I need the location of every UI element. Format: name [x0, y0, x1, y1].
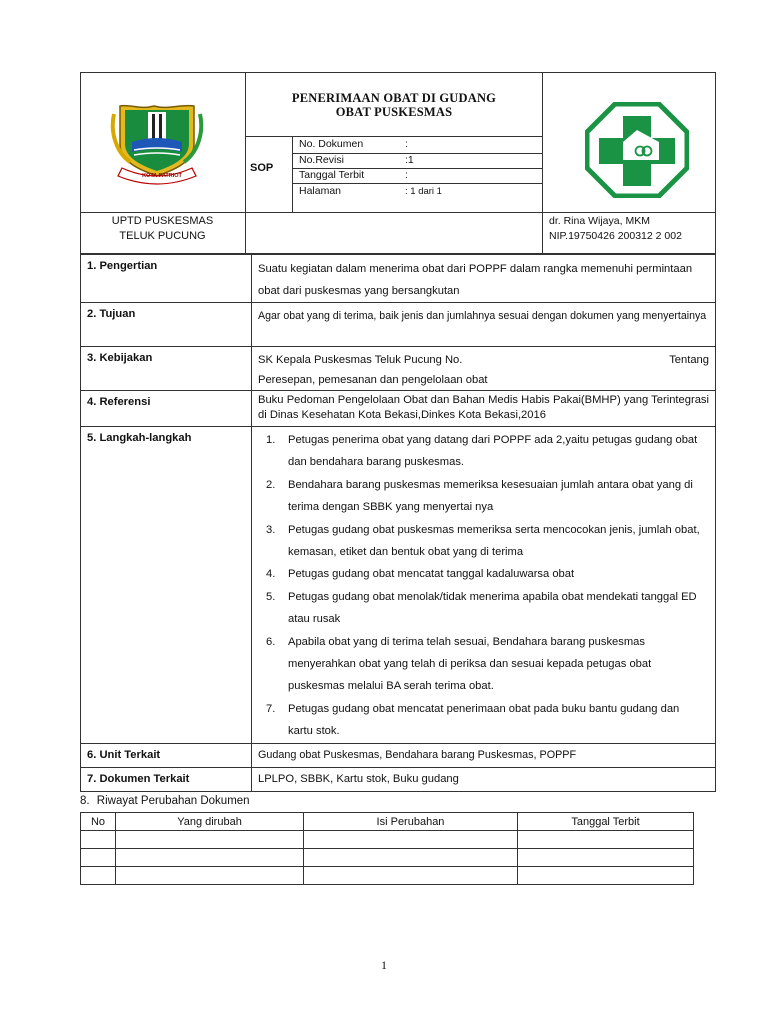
history-col-no: No	[81, 813, 116, 831]
history-title	[80, 795, 250, 807]
signer-name: dr. Rina Wijaya, MKM	[549, 215, 650, 227]
label-pengertian: 1. Pengertian	[81, 255, 252, 303]
signer-block	[549, 214, 682, 244]
sop-content-table	[80, 254, 716, 792]
step-item: 2. Bendahara barang puskesmas memeriksa kesesuaian jumlah antara obat yang di terima dengan SBBK yang menyertai nya	[266, 478, 693, 514]
step-item: 1. Petugas penerima obat yang datang dari POPPF ada 2,yaitu petugas gudang obat dan bendahara barang puskesmas.	[266, 434, 698, 469]
page-number: 1	[381, 958, 387, 972]
row-unit-terkait	[81, 743, 716, 767]
steps-list	[258, 429, 709, 743]
kebijakan-text-right: Tentang	[669, 354, 709, 366]
puskesmas-logo	[585, 102, 689, 198]
row-pengertian	[81, 255, 716, 303]
step-item: 4. Petugas gudang obat mencatat tanggal kadaluwarsa obat	[266, 568, 575, 581]
organization-line-1: UPTD PUSKESMAS	[111, 215, 214, 227]
label-dokumen-terkait: 7. Dokumen Terkait	[81, 767, 252, 791]
history-header-row	[81, 813, 694, 831]
field-no-dokumen-label: No. Dokumen	[299, 138, 364, 150]
document-header	[80, 72, 716, 254]
signer-nip: NIP.19750426 200312 2 002	[549, 230, 682, 242]
history-table	[80, 812, 694, 885]
value-kebijakan	[252, 347, 716, 391]
history-col-tanggal-terbit: Tanggal Terbit	[518, 813, 694, 831]
value-pengertian: Suatu kegiatan dalam menerima obat dari POPPF dalam rangka memenuhi permintaan obat dari puskesmas yang bersangkutan	[252, 255, 716, 303]
history-row	[81, 831, 694, 849]
field-tanggal-terbit-label: Tanggal Terbit	[299, 169, 365, 181]
row-tujuan	[81, 303, 716, 347]
label-langkah: 5. Langkah-langkah	[81, 427, 252, 744]
label-referensi: 4. Referensi	[81, 391, 252, 427]
label-unit-terkait: 6. Unit Terkait	[81, 743, 252, 767]
title-line-1: PENERIMAAN OBAT DI GUDANG	[291, 91, 497, 105]
organization-line-2: TELUK PUCUNG	[119, 230, 206, 242]
field-halaman-value: : 1 dari 1	[405, 186, 442, 197]
logo-ribbon-text: KOTA PATRIOT	[142, 173, 182, 179]
sop-label: SOP	[250, 162, 274, 174]
value-langkah	[252, 427, 716, 744]
row-kebijakan	[81, 347, 716, 391]
value-dokumen-terkait: LPLPO, SBBK, Kartu stok, Buku gudang	[252, 767, 716, 791]
row-referensi	[81, 391, 716, 427]
history-title-number: 8.	[80, 795, 90, 807]
step-item: 3. Petugas gudang obat puskesmas memeriksa serta mencocokan jenis, jumlah obat, kemasan, etiket dan bentuk obat yang di terima	[266, 523, 700, 559]
label-tujuan: 2. Tujuan	[81, 303, 252, 347]
value-tujuan: Agar obat yang di terima, baik jenis dan jumlahnya sesuai dengan dokumen yang menyertainya	[252, 303, 716, 347]
field-tanggal-terbit-value: :	[405, 169, 408, 181]
value-unit-terkait: Gudang obat Puskesmas, Bendahara barang Puskesmas, POPPF	[252, 743, 716, 767]
history-row	[81, 849, 694, 867]
step-item: 5. Petugas gudang obat menolak/tidak menerima apabila obat mendekati tanggal ED atau rusak	[266, 590, 697, 626]
field-no-revisi-value: :1	[405, 154, 414, 166]
label-kebijakan: 3. Kebijakan	[81, 347, 252, 391]
history-col-yang-dirubah: Yang dirubah	[116, 813, 304, 831]
history-title-text: Riwayat Perubahan Dokumen	[96, 795, 250, 807]
value-referensi: Buku Pedoman Pengelolaan Obat dan Bahan Medis Habis Pakai(BMHP) yang Terintegrasi di Dinas Kesehatan Kota Bekasi,Dinkes Kota Bekasi,2016	[252, 391, 716, 427]
step-item: 6. Apabila obat yang di terima telah sesuai, Bendahara barang puskesmas menyerahkan obat yang telah di periksa dan sesuai kepada petugas obat puskesmas melalui BA serah terima obat.	[266, 635, 652, 693]
field-halaman-label: Halaman	[299, 185, 342, 197]
organization-name	[80, 214, 245, 244]
row-langkah	[81, 427, 716, 744]
history-row	[81, 867, 694, 885]
row-dokumen-terkait	[81, 767, 716, 791]
field-no-dokumen-value: :	[405, 138, 408, 150]
history-col-isi-perubahan: Isi Perubahan	[304, 813, 518, 831]
document-title	[246, 91, 542, 119]
kebijakan-text-line2: Peresepan, pemesanan dan pengelolaan obat	[258, 374, 488, 386]
step-item: 7. Petugas gudang obat mencatat penerimaan obat pada buku bantu gudang dan kartu stok.	[266, 702, 680, 738]
field-no-revisi-label: No.Revisi	[299, 154, 344, 166]
title-line-2: OBAT PUSKESMAS	[335, 105, 453, 119]
kebijakan-text-left: SK Kepala Puskesmas Teluk Pucung No.	[258, 354, 463, 366]
